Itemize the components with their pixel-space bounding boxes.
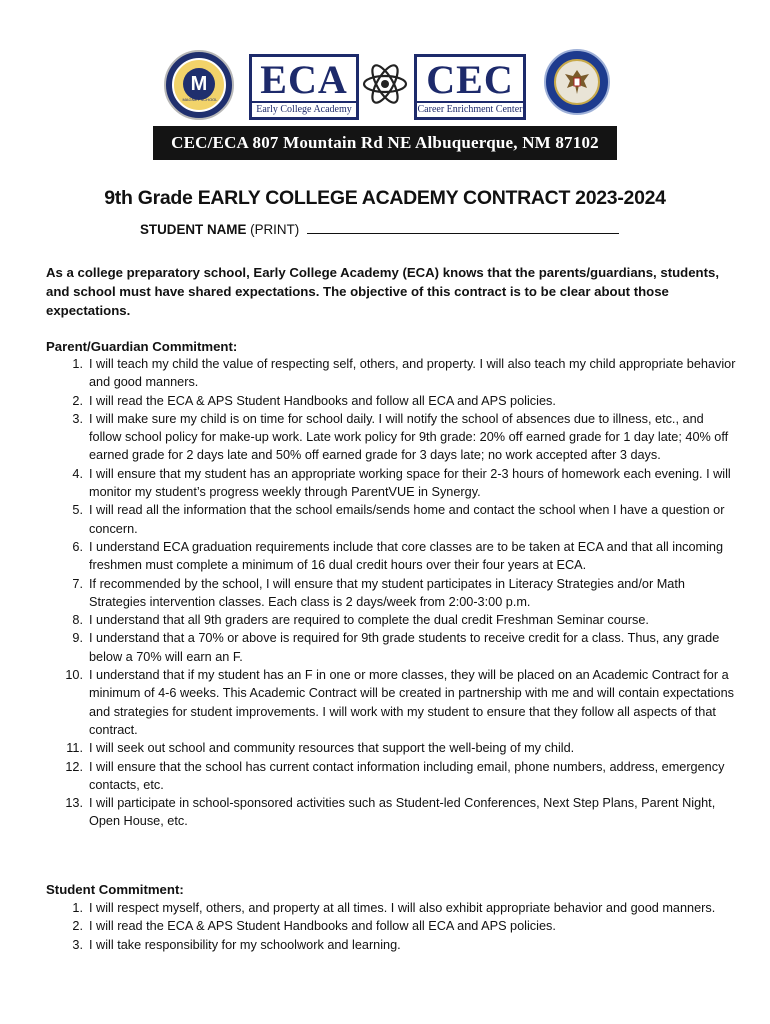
list-item-number: 11. bbox=[66, 741, 83, 756]
list-item bbox=[46, 899, 736, 917]
list-item-number: 3. bbox=[72, 411, 83, 426]
cec-logo-subtitle: Career Enrichment Center bbox=[417, 101, 523, 117]
intro-paragraph: As a college preparatory school, Early College Academy (ECA) knows that the parents/guardians, students, and school must have shared expectations. The objective of this contract is to be clear about those expectations. bbox=[46, 265, 719, 318]
list-item bbox=[46, 794, 736, 831]
list-item-number: 7. bbox=[72, 576, 83, 591]
header-logos bbox=[0, 44, 770, 119]
blue-ribbon-seal bbox=[544, 49, 610, 115]
list-item-number: 6. bbox=[72, 539, 83, 554]
list-item bbox=[46, 538, 736, 575]
list-item bbox=[46, 758, 736, 795]
student-commitment-heading: Student Commitment: bbox=[46, 882, 184, 897]
list-item-text: I will seek out school and community resources that support the well-being of my child. bbox=[89, 741, 575, 756]
list-item-text: If recommended by the school, I will ensure that my student participates in Literacy Strategies and/or Math Strategies intervention classes. Each class is 2 days/week from 2:00-3:00 p.m. bbox=[89, 576, 685, 609]
eca-logo bbox=[249, 54, 359, 120]
parent-commitment-heading: Parent/Guardian Commitment: bbox=[46, 339, 238, 354]
student-commitment-list bbox=[46, 899, 736, 954]
magnet-school-seal bbox=[164, 50, 234, 120]
list-item-text: I will take responsibility for my schoolwork and learning. bbox=[89, 937, 401, 952]
list-item bbox=[46, 917, 736, 935]
list-item-text: I will ensure that my student has an appropriate working space for their 2-3 hours of homework each evening. I will monitor my student’s progress weekly through ParentVUE in Synergy. bbox=[89, 466, 731, 500]
list-item bbox=[46, 936, 736, 954]
list-item-text: I will respect myself, others, and property at all times. I will also exhibit appropriate behavior and good manners. bbox=[89, 901, 716, 915]
list-item-text: I will ensure that the school has current contact information including email, phone numbers, address, emergency contacts, etc. bbox=[89, 759, 725, 792]
list-item bbox=[46, 739, 736, 757]
list-item-number: 5. bbox=[72, 503, 83, 518]
list-item-text: I understand that a 70% or above is required for 9th grade students to receive credit for a class. Thus, any grade below a 70% will earn an F. bbox=[89, 631, 720, 664]
atom-icon bbox=[362, 58, 408, 110]
student-name-blank[interactable] bbox=[307, 221, 619, 234]
list-item-text: I understand ECA graduation requirements include that core classes are to be taken at ECA and that all incoming freshmen must complete a minimum of 16 dual credit hours over their four years at ECA. bbox=[89, 539, 724, 573]
list-item-text: I will participate in school-sponsored activities such as Student-led Conferences, Next Step Plans, Parent Night, Open House, etc. bbox=[89, 796, 716, 829]
list-item-number: 13. bbox=[65, 796, 83, 811]
list-item bbox=[46, 611, 736, 629]
address-banner: CEC/ECA 807 Mountain Rd NE Albuquerque, NM 87102 bbox=[153, 126, 617, 160]
list-item-number: 9. bbox=[72, 631, 83, 646]
student-name-suffix: (PRINT) bbox=[250, 222, 300, 237]
list-item bbox=[46, 666, 736, 739]
eagle-icon bbox=[556, 61, 598, 103]
list-item-number: 8. bbox=[72, 613, 83, 628]
list-item-number: 3. bbox=[72, 937, 83, 952]
student-name-field bbox=[140, 221, 619, 237]
list-item-text: I understand that if my student has an F in one or more classes, they will be placed on an Academic Contract for a minimum of 4-6 weeks. This Academic Contract will be created in partnership with me and will contain expectations and strategies for student improvements. I will work with my student to ensure that they follow all aspects of that contract. bbox=[89, 668, 735, 737]
list-item-text: I will teach my child the value of respecting self, others, and property. I will also teach my child appropriate behavior and good manners. bbox=[89, 357, 736, 390]
list-item bbox=[46, 629, 736, 666]
list-item bbox=[46, 501, 736, 538]
parent-commitment-list bbox=[46, 355, 736, 831]
list-item-number: 2. bbox=[72, 919, 83, 934]
seal-letter: M bbox=[183, 68, 215, 100]
list-item-text: I will read all the information that the school emails/sends home and contact the school when I have a question or concern. bbox=[89, 503, 725, 536]
list-item-number: 4. bbox=[72, 466, 83, 481]
list-item-number: 1. bbox=[72, 901, 83, 915]
list-item-number: 10. bbox=[65, 668, 83, 683]
list-item-number: 1. bbox=[72, 357, 83, 371]
student-name-label: STUDENT NAME bbox=[140, 222, 247, 237]
list-item-number: 2. bbox=[72, 393, 83, 408]
list-item bbox=[46, 355, 736, 392]
list-item-text: I will make sure my child is on time for school daily. I will notify the school of absences due to illness, etc., and follow school policy for make-up work. Late work policy for 9th grade: 20% off earned grade for 1 day late; 40% off earned grade for 2 days late and 50% off earned grade for 3 days late; no work accepted after 3 days. bbox=[89, 411, 729, 463]
document-title: 9th Grade EARLY COLLEGE ACADEMY CONTRACT 2023-2024 bbox=[104, 187, 666, 209]
list-item-number: 12. bbox=[65, 759, 83, 774]
eca-logo-subtitle: Early College Academy bbox=[252, 101, 356, 117]
cec-logo-text: CEC bbox=[426, 57, 514, 102]
seal-tiny-text: MAGNET SCHOOL bbox=[182, 97, 218, 102]
list-item bbox=[46, 575, 736, 612]
list-item-text: I understand that all 9th graders are required to complete the dual credit Freshman Seminar course. bbox=[89, 613, 649, 628]
cec-logo bbox=[414, 54, 526, 120]
list-item bbox=[46, 465, 736, 502]
list-item bbox=[46, 410, 736, 465]
list-item bbox=[46, 392, 736, 410]
list-item-text: I will read the ECA & APS Student Handbooks and follow all ECA and APS policies. bbox=[89, 393, 556, 408]
eca-logo-text: ECA bbox=[260, 57, 348, 102]
list-item-text: I will read the ECA & APS Student Handbooks and follow all ECA and APS policies. bbox=[89, 919, 556, 934]
